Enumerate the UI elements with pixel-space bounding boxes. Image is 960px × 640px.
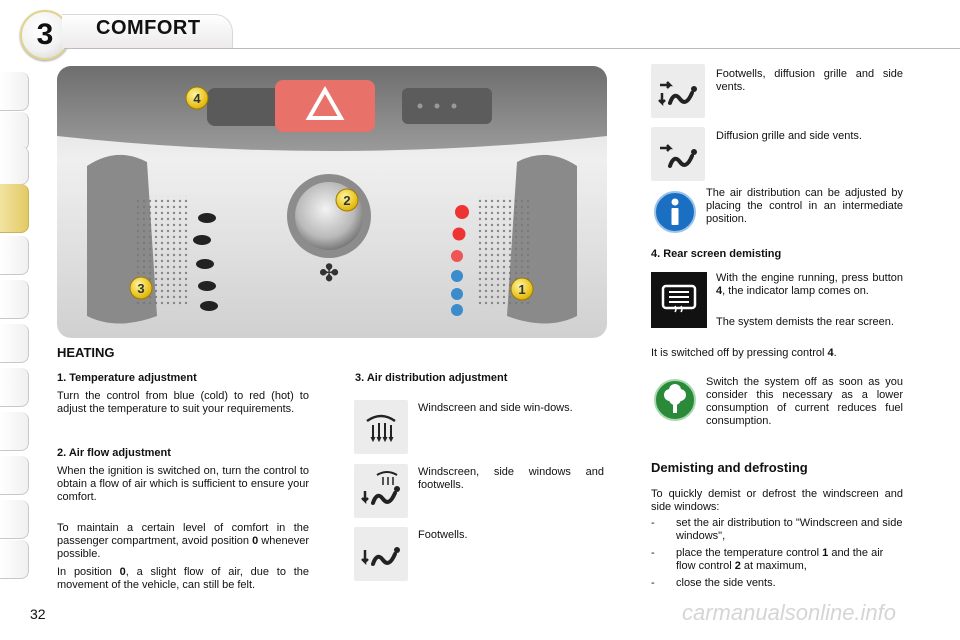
windscreen-vent-icon (354, 400, 408, 454)
side-tab-4-active[interactable] (0, 184, 29, 233)
info-icon (653, 190, 697, 234)
photo-callout-1 (511, 278, 533, 300)
distribution-footwell-text: Footwells. (418, 529, 468, 541)
photo-callout-3 (130, 277, 152, 299)
distribution-windscreen-text: Windscreen and side win-dows. (418, 402, 573, 414)
photo-callout-2 (336, 189, 358, 211)
rear-screen-heading: 4. Rear screen demisting (651, 248, 782, 260)
side-tab-10[interactable] (0, 456, 29, 495)
side-tab-6[interactable] (0, 280, 29, 319)
heating-heading: HEATING (57, 345, 115, 360)
temperature-heading: 1. Temperature adjustment (57, 372, 197, 384)
air-flow-text-2: To maintain a certain level of comfort in the passenger compartment, avoid position 0 whenever possible. (57, 522, 309, 560)
side-tab-12[interactable] (0, 540, 29, 579)
fan-icon: ✤ (318, 259, 340, 287)
air-flow-heading: 2. Air flow adjustment (57, 447, 171, 459)
side-tab-9[interactable] (0, 412, 29, 451)
watermark: carmanualsonline.info (682, 600, 897, 625)
temperature-text: Turn the control from blue (cold) to red (hot) to adjust the temperature to suit your requirements. (57, 390, 309, 415)
windscreen-footwell-icon (354, 464, 408, 518)
air-flow-text-1: When the ignition is switched on, turn the control to obtain a flow of air which is sufficient to ensure your comfort. (57, 465, 309, 503)
side-tab-11[interactable] (0, 500, 29, 539)
side-tab-3[interactable] (0, 146, 29, 185)
footwell-face-icon (651, 64, 705, 118)
demisting-heading: Demisting and defrosting (651, 460, 808, 475)
svg-text:4: 4 (193, 91, 201, 106)
distribution-heading: 3. Air distribution adjustment (355, 372, 508, 384)
page-title: COMFORT (96, 17, 201, 39)
distribution-footwell-face-text: Footwells, diffusion grille and side vents. (716, 68, 903, 93)
side-tab-5[interactable] (0, 236, 29, 275)
side-tab-1[interactable] (0, 72, 29, 111)
title-rule (64, 48, 960, 49)
demisting-step-2: - place the temperature control 1 and the air flow control 2 at maximum, (651, 547, 903, 573)
svg-text:2: 2 (343, 193, 351, 208)
eco-tree-icon (653, 378, 697, 422)
photo-callout-4 (186, 87, 208, 109)
rear-screen-text-2: The system demists the rear screen. (716, 316, 894, 328)
heating-control-panel-photo (57, 66, 607, 338)
face-vent-icon (651, 127, 705, 181)
side-tab-8[interactable] (0, 368, 29, 407)
chapter-number: 3 (36, 18, 54, 51)
demisting-step-3: - close the side vents. (651, 577, 903, 590)
rear-screen-off-text: It is switched off by pressing control 4. (651, 347, 837, 359)
svg-text:1: 1 (518, 282, 526, 297)
distribution-info-text: The air distribution can be adjusted by placing the control in an intermediate position. (706, 187, 903, 225)
page-number: 32 (30, 606, 46, 622)
side-tab-7[interactable] (0, 324, 29, 363)
rear-demist-icon (651, 272, 707, 328)
eco-text: Switch the system off as soon as you consider this necessary as a lower consumption of current reduces fuel consumption. (706, 376, 903, 427)
svg-text:3: 3 (137, 281, 145, 296)
distribution-face-text: Diffusion grille and side vents. (716, 130, 862, 142)
demisting-step-1: - set the air distribution to "Windscreen and side windows", (651, 517, 903, 543)
demisting-steps (651, 517, 903, 594)
distribution-windscreen-footwell-text: Windscreen, side windows and footwells. (418, 466, 604, 491)
air-flow-text-3: In position 0, a slight flow of air, due to the movement of the vehicle, can still be felt. (57, 566, 310, 591)
rear-screen-text-1: With the engine running, press button 4, the indicator lamp comes on. (716, 272, 903, 297)
demisting-intro: To quickly demist or defrost the windscreen and side windows: (651, 488, 903, 513)
footwell-icon (354, 527, 408, 581)
